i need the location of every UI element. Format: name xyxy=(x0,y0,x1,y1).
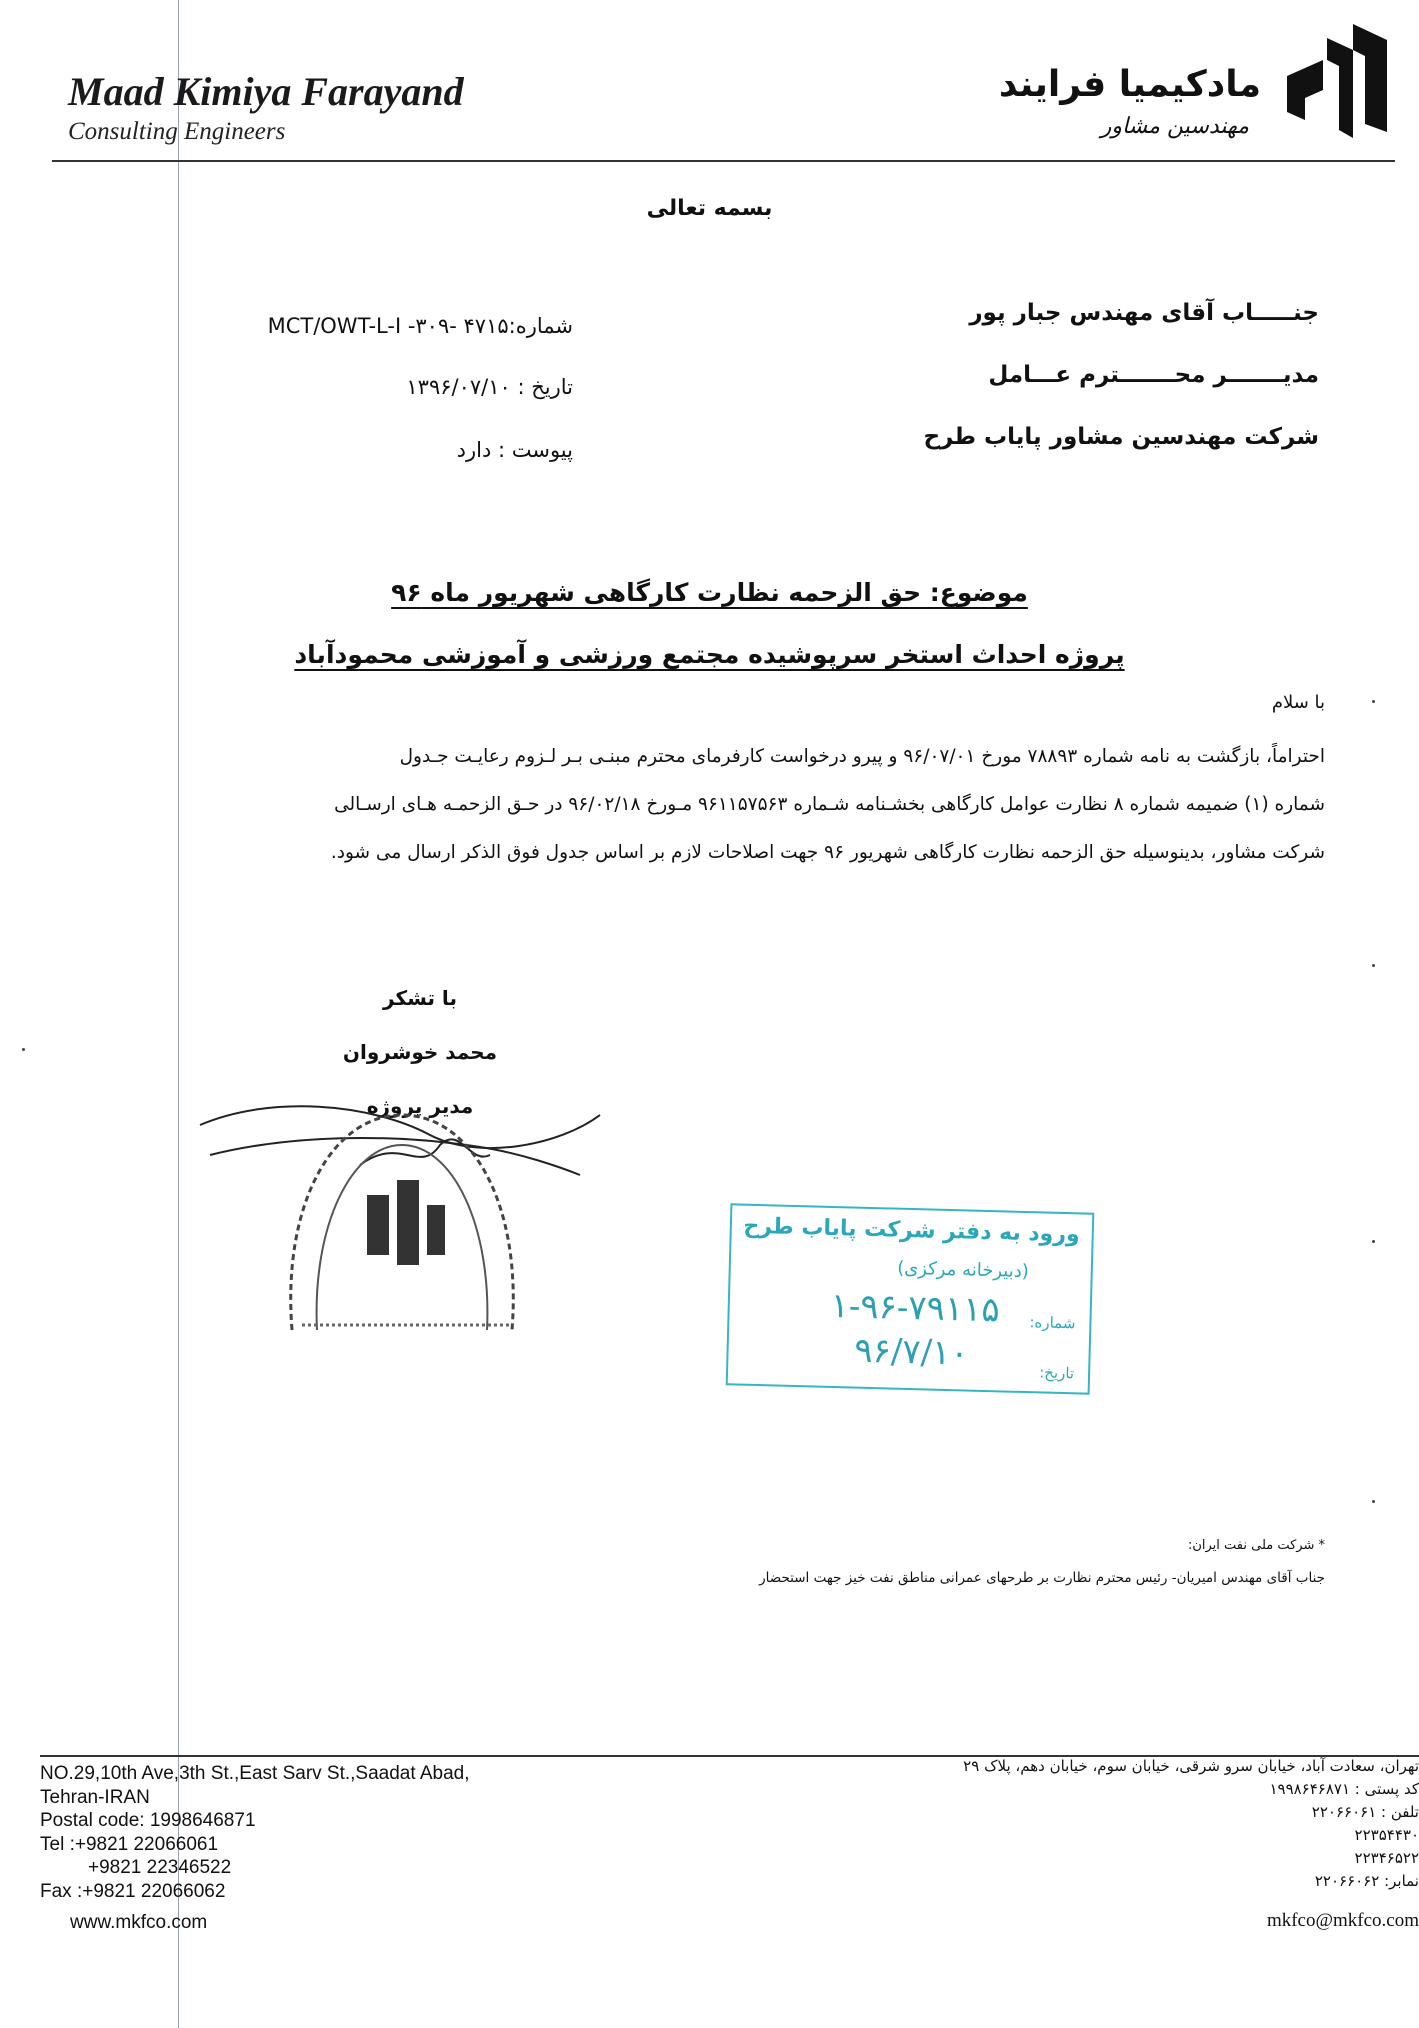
recipient-title: مدیـــــــر محـــــــترم عـــامل xyxy=(988,362,1319,388)
received-stamp-subtitle: (دبیرخانه مرکزی) xyxy=(896,1257,1030,1283)
invocation: بسمه تعالی xyxy=(646,196,773,221)
footer-address-line-2: Tehran-IRAN xyxy=(40,1786,150,1808)
company-subtitle-fa: مهندسین مشاور xyxy=(1100,114,1249,139)
signer-name: محمد خوشروان xyxy=(342,1040,498,1064)
greeting: با سلام xyxy=(1271,692,1325,713)
footer-address-line-1: NO.29,10th Ave,3th St.,East Sarv St.,Saadat Abad, xyxy=(40,1763,470,1784)
scan-dot xyxy=(1372,700,1375,703)
subject-line: موضوع: حق الزحمه نظارت کارگاهی شهریور ماه ۹۶ xyxy=(391,578,1028,607)
letter-attachment: پیوست : دارد xyxy=(456,438,573,462)
footer-fa-tel-1: تلفن : ۲۲۰۶۶۰۶۱ xyxy=(1311,1803,1419,1821)
footer-fa-tel-3: ۲۲۳۴۶۵۲۲ xyxy=(1354,1849,1419,1867)
received-stamp xyxy=(726,1203,1095,1394)
footer-fa-address: تهران، سعادت آباد، خیابان سرو شرقی، خیابان سوم، خیابان دهم، پلاک ۲۹ xyxy=(963,1757,1419,1775)
received-stamp-title: ورود به دفتر شرکت پایاب طرح xyxy=(743,1213,1081,1248)
body-line-2: شماره (۱) ضمیمه شماره ۸ نظارت عوامل کارگاهی بخشـنامه شـماره ۹۶۱۱۵۷۵۶۳ مـورخ ۹۶/۰۲/۱۸ در حـق الزحمـه هـای ارسـالی xyxy=(334,794,1325,815)
footer-fa-postal: کد پستی : ۱۹۹۸۶۴۶۸۷۱ xyxy=(1269,1780,1419,1798)
received-date-label: تاریخ: xyxy=(1038,1363,1075,1383)
letter-date: تاریخ : ۱۳۹۶/۰۷/۱۰ xyxy=(406,375,573,399)
margin-guide-line xyxy=(178,0,179,2028)
company-seal-stamp xyxy=(272,1085,532,1335)
scan-dot xyxy=(1372,1500,1375,1503)
cc-title: * شرکت ملی نفت ایران: xyxy=(1187,1538,1325,1553)
body-line-3: شرکت مشاور، بدینوسیله حق الزحمه نظارت کارگاهی شهریور ۹۶ جهت اصلاحات لازم بر اساس جدول فوق الذکر ارسال می شود. xyxy=(330,842,1325,863)
footer-postal-code: Postal code: 1998646871 xyxy=(40,1810,256,1831)
footer-fa-tel-2: ۲۲۳۵۴۴۳۰ xyxy=(1354,1826,1419,1844)
footer-address-en xyxy=(40,1762,470,1903)
header-divider xyxy=(52,160,1395,162)
footer-website: www.mkfco.com xyxy=(70,1912,208,1933)
closing: با تشکر xyxy=(383,986,457,1010)
scan-dot xyxy=(1372,1240,1375,1243)
subject-project: پروژه احداث استخر سرپوشیده مجتمع ورزشی و آموزشی محمودآباد xyxy=(294,640,1125,669)
body-line-1: احتراماً، بازگشت به نامه شماره ۷۸۸۹۳ مورخ ۹۶/۰۷/۰۱ و پیرو درخواست کارفرمای محترم مبنـی بـر لـزوم رعایـت جـدول xyxy=(399,746,1325,767)
recipient-name: جنـــــاب آقای مهندس جبار پور xyxy=(969,300,1319,326)
footer-tel-1: Tel :+9821 22066061 xyxy=(40,1833,219,1855)
company-name-fa: مادکیمیا فرایند xyxy=(998,64,1261,105)
recipient-company: شرکت مهندسین مشاور پایاب طرح xyxy=(923,424,1319,450)
scan-dot xyxy=(22,1048,25,1051)
company-logo-icon xyxy=(1283,20,1393,140)
footer-email: mkfco@mkfco.com xyxy=(1266,1910,1419,1931)
cc-body: جناب آقای مهندس امیریان- رئیس محترم نظارت بر طرحهای عمرانی مناطق نفت خیز جهت استحضار xyxy=(759,1570,1325,1586)
footer-fax: Fax :+9821 22066062 xyxy=(40,1880,226,1902)
company-subtitle-en: Consulting Engineers xyxy=(68,118,286,145)
received-number-label: شماره: xyxy=(1029,1313,1076,1333)
footer-tel-2: +9821 22346522 xyxy=(88,1857,232,1878)
received-date-value: ۹۶/۷/۱۰ xyxy=(853,1330,970,1374)
scan-dot xyxy=(1372,964,1375,967)
letter-number: شماره:۴۷۱۵ -MCT/OWT-L-I ‎-۳۰۹ xyxy=(267,314,573,338)
company-name-en: Maad Kimiya Farayand xyxy=(68,69,464,114)
signer-title: مدیر پروژه xyxy=(366,1094,474,1118)
footer-fa-fax: نمابر: ۲۲۰۶۶۰۶۲ xyxy=(1314,1872,1419,1890)
footer-address-fa xyxy=(859,1755,1419,1893)
received-number-value: ۱-۹۶-۷۹۱۱۵ xyxy=(830,1285,1001,1331)
